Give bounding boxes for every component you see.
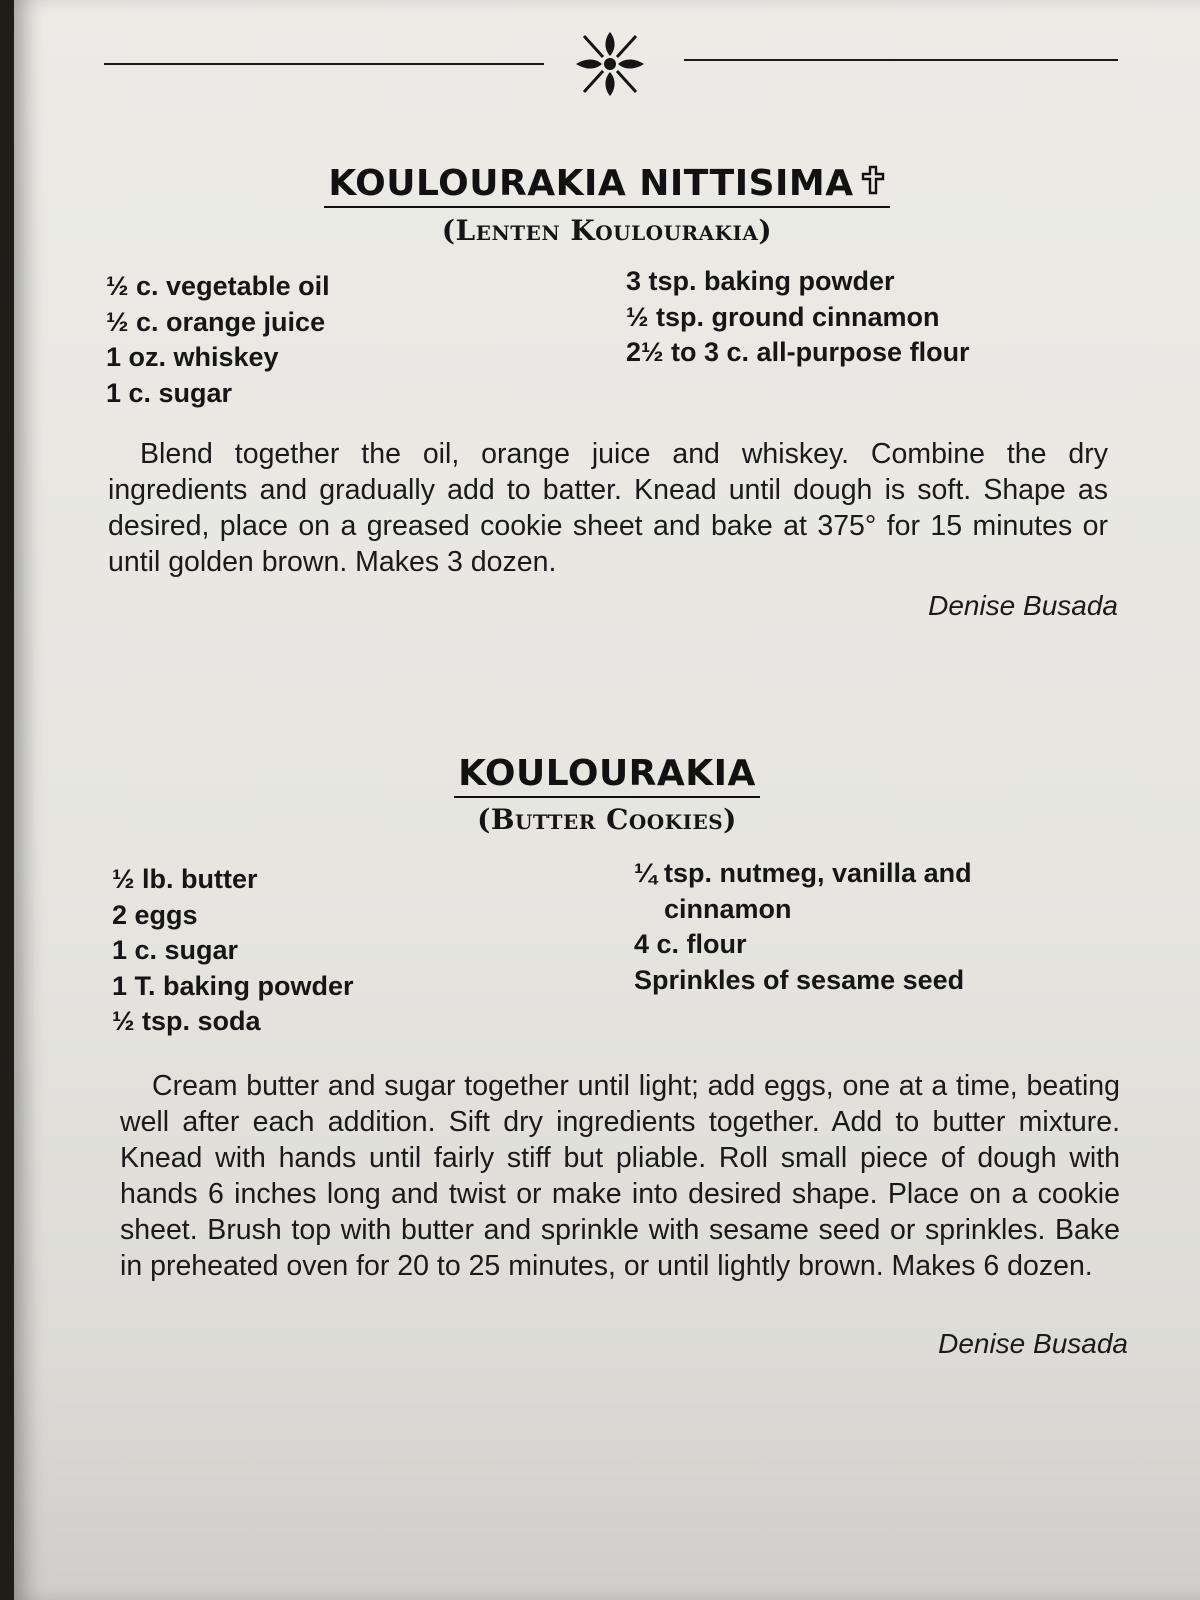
- ingredient-item: Sprinkles of sesame seed: [634, 964, 965, 995]
- recipe-2-subtitle: (Butter Cookies): [477, 803, 737, 836]
- ingredient-item: 1 oz. whiskey: [106, 342, 279, 372]
- ingredient-item: ¼ tsp. nutmeg, vanilla and: [634, 858, 972, 888]
- divider-rule-left: [104, 63, 544, 65]
- ingredient-item: 1 c. sugar: [112, 935, 239, 965]
- recipe-1-ingredients-left: [106, 269, 330, 411]
- recipe-2-instructions: [120, 1068, 1120, 1284]
- recipe-2-instructions-text: Cream butter and sugar together until light; add eggs, one at a time, beating well after each addition. Sift dry ingredients together. Add to butter mixture. Knead with hands until fairly stiff but pliable. Roll small piece of dough with hands 6 inches long and twist or make into desired shape. Place on a cookie sheet. Brush top with butter and sprinkle with sesame seed or sprinkles. Bake in preheated oven for 20 to 25 minutes, or until lightly brown. Makes 6 dozen.: [120, 1070, 1120, 1282]
- ingredient-item: 4 c. flour: [634, 929, 747, 959]
- floral-ornament-icon: [572, 24, 648, 104]
- recipe-2-author: Denise Busada: [938, 1328, 1128, 1359]
- ingredient-item: 2 eggs: [112, 899, 198, 930]
- recipe-1-instructions-text: Blend together the oil, orange juice and whiskey. Combine the dry ingredients and gradually add to batter. Knead until dough is soft. Shape as desired, place on a greased cookie sheet and bake at 375° for 15 minutes or until golden brown. Makes 3 dozen.: [108, 438, 1108, 578]
- ingredient-item: 1 T. baking powder: [112, 970, 354, 1001]
- recipe-2-ingredients-right: [634, 856, 972, 998]
- cross-icon: [860, 165, 886, 197]
- recipe-1-title-text: KOULOURAKIA NITTISIMA: [328, 163, 854, 204]
- recipe-1-author: Denise Busada: [928, 590, 1118, 621]
- recipe-2-title: [14, 753, 1200, 798]
- ingredient-item: ½ tsp. ground cinnamon: [626, 301, 940, 332]
- ingredient-item: ½ lb. butter: [112, 864, 258, 894]
- ingredient-item: 3 tsp. baking powder: [626, 266, 895, 296]
- recipe-2-ingredients-left: [112, 862, 354, 1040]
- recipe-1-ingredients-right: [626, 264, 970, 371]
- ingredient-item: ½ c. vegetable oil: [106, 271, 330, 301]
- recipe-1-title: [14, 163, 1200, 208]
- ingredient-item: 1 c. sugar: [106, 377, 233, 408]
- ingredient-item: ½ tsp. soda: [112, 1006, 261, 1036]
- ingredient-item: 2½ to 3 c. all-purpose flour: [626, 337, 970, 367]
- recipe-2-title-text: KOULOURAKIA: [454, 753, 760, 798]
- recipe-1-subtitle: (Lenten Koulourakia): [441, 214, 773, 247]
- divider-rule-right: [684, 59, 1118, 61]
- header-divider: [14, 24, 1200, 104]
- cookbook-page: [14, 0, 1200, 1600]
- ingredient-item: ½ c. orange juice: [106, 306, 326, 337]
- ingredient-item-continued: cinnamon: [664, 893, 792, 924]
- recipe-1-instructions: [108, 436, 1108, 580]
